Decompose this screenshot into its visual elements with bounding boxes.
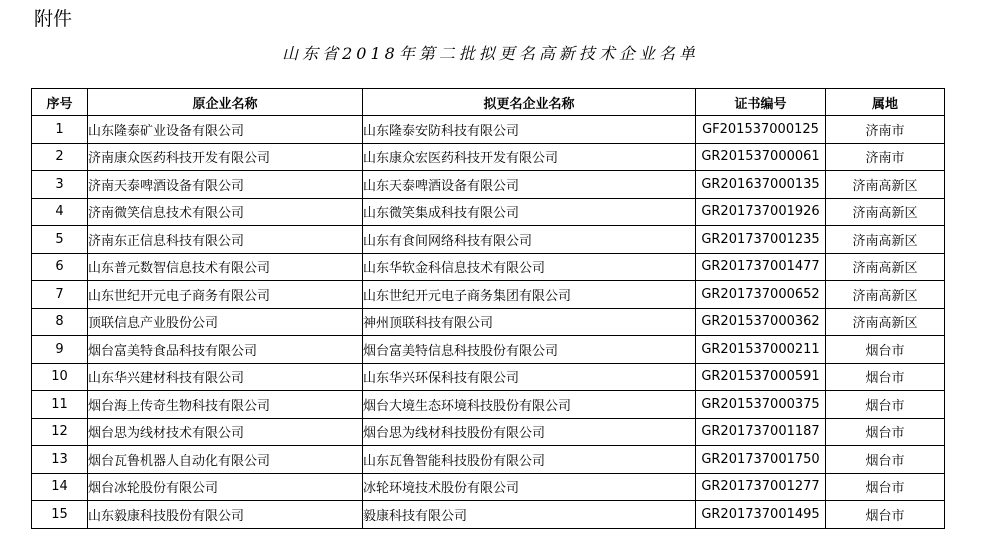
cell-original-name: 山东隆泰矿业设备有限公司 (88, 116, 363, 144)
cell-seq: 5 (32, 226, 88, 254)
cell-jurisdiction: 济南市 (826, 116, 945, 144)
cell-original-name: 济南天泰啤酒设备有限公司 (88, 171, 363, 199)
cell-new-name: 冰轮环境技术股份有限公司 (363, 473, 696, 501)
table-header-row (32, 89, 945, 116)
cell-seq: 6 (32, 253, 88, 281)
cell-new-name: 山东华兴环保科技有限公司 (363, 363, 696, 391)
cell-jurisdiction: 济南高新区 (826, 253, 945, 281)
cell-new-name: 山东有食间网络科技有限公司 (363, 226, 696, 254)
table-body (32, 116, 945, 529)
table-row (32, 253, 945, 281)
header-new-name: 拟更名企业名称 (363, 89, 696, 116)
cell-new-name: 烟台大境生态环境科技股份有限公司 (363, 391, 696, 419)
cell-new-name: 毅康科技有限公司 (363, 501, 696, 529)
cell-new-name: 神州顶联科技有限公司 (363, 308, 696, 336)
cell-jurisdiction: 济南高新区 (826, 308, 945, 336)
cell-original-name: 济南微笑信息技术有限公司 (88, 198, 363, 226)
table-row (32, 446, 945, 474)
cell-jurisdiction: 烟台市 (826, 473, 945, 501)
table-row (32, 143, 945, 171)
cell-certificate-number: GR201637000135 (696, 171, 826, 199)
cell-new-name: 山东瓦鲁智能科技股份有限公司 (363, 446, 696, 474)
enterprise-rename-table (31, 88, 945, 529)
cell-certificate-number: GF201537000125 (696, 116, 826, 144)
header-original-name: 原企业名称 (88, 89, 363, 116)
cell-seq: 13 (32, 446, 88, 474)
cell-jurisdiction: 济南市 (826, 143, 945, 171)
cell-jurisdiction: 济南高新区 (826, 281, 945, 309)
table-row (32, 501, 945, 529)
attachment-label: 附件 (34, 8, 73, 30)
cell-jurisdiction: 烟台市 (826, 501, 945, 529)
table-row (32, 226, 945, 254)
cell-certificate-number: GR201737001477 (696, 253, 826, 281)
cell-original-name: 烟台思为线材技术有限公司 (88, 418, 363, 446)
cell-seq: 1 (32, 116, 88, 144)
table-row (32, 116, 945, 144)
table-row (32, 418, 945, 446)
cell-new-name: 山东微笑集成科技有限公司 (363, 198, 696, 226)
cell-certificate-number: GR201537000375 (696, 391, 826, 419)
cell-new-name: 山东康众宏医药科技开发有限公司 (363, 143, 696, 171)
cell-original-name: 烟台海上传奇生物科技有限公司 (88, 391, 363, 419)
cell-certificate-number: GR201737001235 (696, 226, 826, 254)
header-jurisdiction: 属地 (826, 89, 945, 116)
cell-new-name: 烟台富美特信息科技股份有限公司 (363, 336, 696, 364)
cell-original-name: 山东毅康科技股份有限公司 (88, 501, 363, 529)
header-seq: 序号 (32, 89, 88, 116)
cell-seq: 15 (32, 501, 88, 529)
cell-original-name: 山东普元数智信息技术有限公司 (88, 253, 363, 281)
document-title: 山东省2018年第二批拟更名高新技术企业名单 (282, 44, 699, 63)
cell-original-name: 山东世纪开元电子商务有限公司 (88, 281, 363, 309)
cell-certificate-number: GR201737001187 (696, 418, 826, 446)
cell-original-name: 烟台富美特食品科技有限公司 (88, 336, 363, 364)
cell-certificate-number: GR201737001750 (696, 446, 826, 474)
cell-jurisdiction: 烟台市 (826, 446, 945, 474)
cell-seq: 2 (32, 143, 88, 171)
cell-certificate-number: GR201537000061 (696, 143, 826, 171)
table-row (32, 281, 945, 309)
cell-original-name: 山东华兴建材科技有限公司 (88, 363, 363, 391)
cell-seq: 3 (32, 171, 88, 199)
cell-original-name: 济南康众医药科技开发有限公司 (88, 143, 363, 171)
cell-original-name: 烟台冰轮股份有限公司 (88, 473, 363, 501)
cell-new-name: 山东隆泰安防科技有限公司 (363, 116, 696, 144)
cell-new-name: 烟台思为线材科技股份有限公司 (363, 418, 696, 446)
cell-seq: 4 (32, 198, 88, 226)
table-row (32, 171, 945, 199)
cell-jurisdiction: 烟台市 (826, 363, 945, 391)
cell-certificate-number: GR201737001277 (696, 473, 826, 501)
cell-seq: 9 (32, 336, 88, 364)
table-row (32, 336, 945, 364)
cell-jurisdiction: 济南高新区 (826, 226, 945, 254)
cell-certificate-number: GR201537000362 (696, 308, 826, 336)
table-row (32, 198, 945, 226)
cell-seq: 11 (32, 391, 88, 419)
cell-original-name: 济南东正信息科技有限公司 (88, 226, 363, 254)
cell-seq: 14 (32, 473, 88, 501)
cell-certificate-number: GR201737000652 (696, 281, 826, 309)
cell-new-name: 山东天泰啤酒设备有限公司 (363, 171, 696, 199)
cell-certificate-number: GR201737001926 (696, 198, 826, 226)
cell-new-name: 山东华软金科信息技术有限公司 (363, 253, 696, 281)
cell-seq: 7 (32, 281, 88, 309)
cell-certificate-number: GR201537000591 (696, 363, 826, 391)
cell-jurisdiction: 烟台市 (826, 336, 945, 364)
cell-original-name: 顶联信息产业股份公司 (88, 308, 363, 336)
table-row (32, 473, 945, 501)
cell-jurisdiction: 烟台市 (826, 391, 945, 419)
table-row (32, 363, 945, 391)
cell-new-name: 山东世纪开元电子商务集团有限公司 (363, 281, 696, 309)
cell-seq: 10 (32, 363, 88, 391)
cell-certificate-number: GR201537000211 (696, 336, 826, 364)
cell-jurisdiction: 烟台市 (826, 418, 945, 446)
cell-jurisdiction: 济南高新区 (826, 171, 945, 199)
cell-jurisdiction: 济南高新区 (826, 198, 945, 226)
cell-certificate-number: GR201737001495 (696, 501, 826, 529)
header-certificate-number: 证书编号 (696, 89, 826, 116)
table-row (32, 391, 945, 419)
cell-original-name: 烟台瓦鲁机器人自动化有限公司 (88, 446, 363, 474)
cell-seq: 8 (32, 308, 88, 336)
table-row (32, 308, 945, 336)
cell-seq: 12 (32, 418, 88, 446)
